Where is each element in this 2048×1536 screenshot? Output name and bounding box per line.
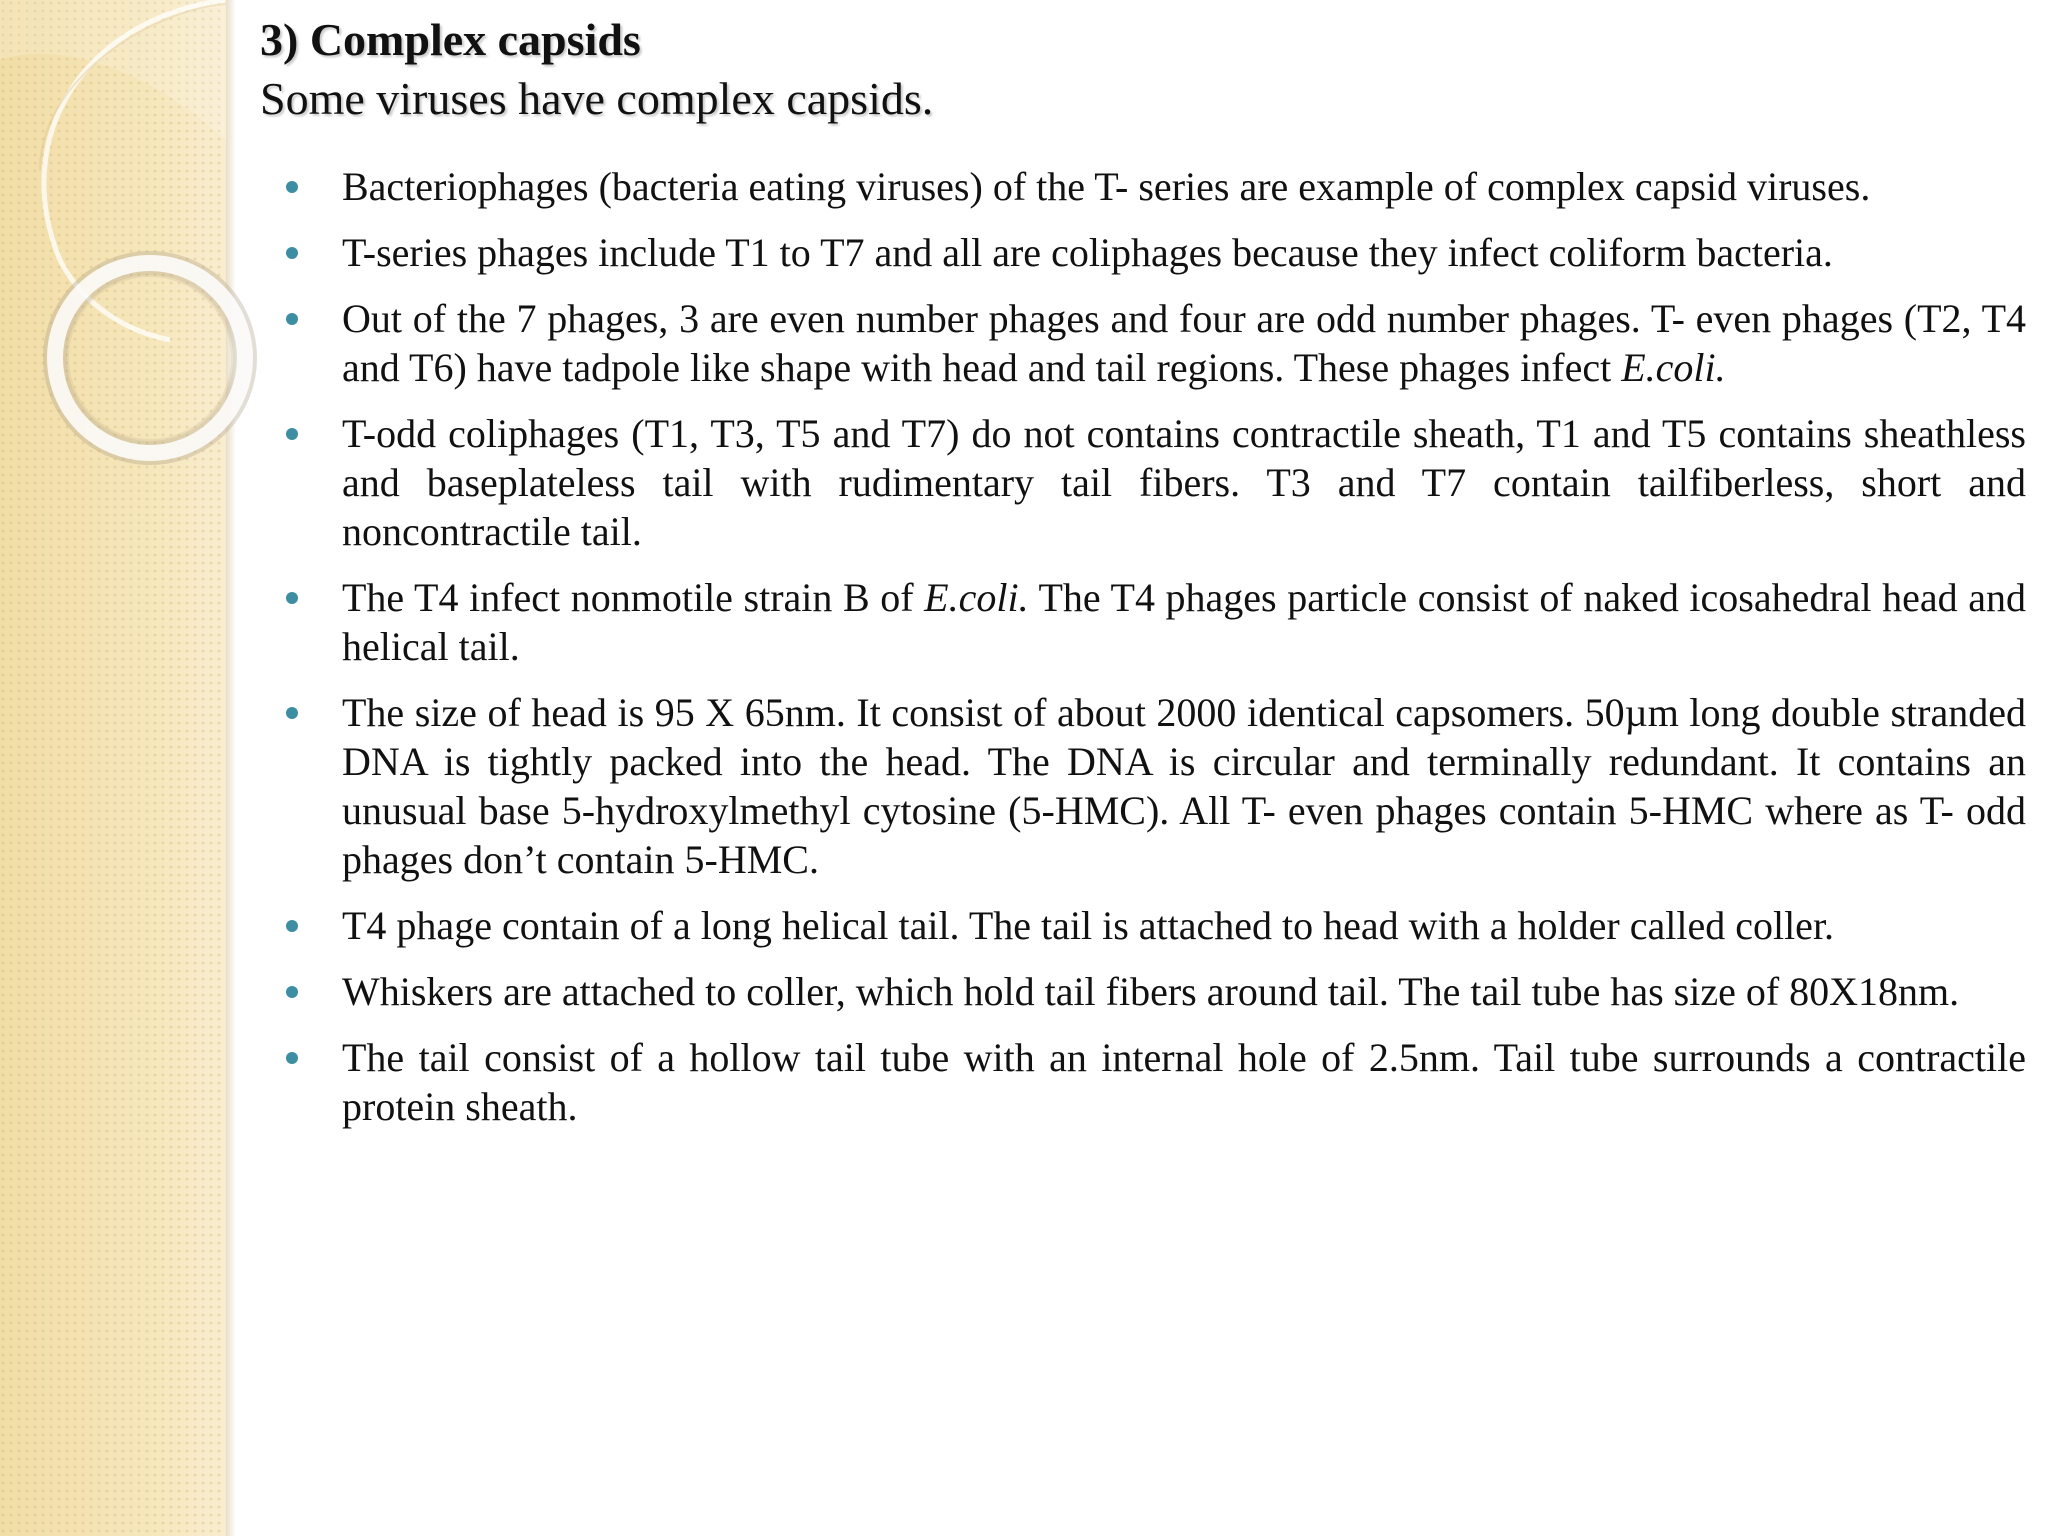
bullet-text: Out of the 7 phages, 3 are even number phages and four are odd number phages. T- even phages (T2, T4 and T6) have tadpole like shape with head and tail regions. These phages infect [342,296,2026,390]
bullet-text-tail: The T4 phages particle consist of naked icosahedral head and helical tail. [342,575,2026,669]
bullet-dot-icon [286,986,298,998]
bullet-list [282,162,2026,1148]
bullet-text: The tail consist of a hollow tail tube with an internal hole of 2.5nm. Tail tube surrounds a contractile protein sheath. [342,1035,2026,1129]
bullet-dot-icon [286,247,298,259]
bullet-item [282,228,2026,277]
bullet-dot-icon [286,428,298,440]
bullet-item [282,573,2026,671]
bullet-dot-icon [286,707,298,719]
species-name: E.coli. [924,575,1029,620]
slide-title: 3) Complex capsids [260,14,641,65]
bullet-item [282,901,2026,950]
bullet-item [282,967,2026,1016]
bullet-dot-icon [286,181,298,193]
bullet-text: The T4 infect nonmotile strain B of [342,575,925,620]
bullet-text: Whiskers are attached to coller, which hold tail fibers around tail. The tail tube has size of 80X18nm. [342,969,1960,1014]
bullet-dot-icon [286,1052,298,1064]
bullet-text: T-odd coliphages (T1, T3, T5 and T7) do not contains contractile sheath, T1 and T5 contains sheathless and baseplateless tail with rudimentary tail fibers. T3 and T7 contain tailfiberless, short and noncontractile tail. [342,411,2026,554]
bullet-item [282,409,2026,556]
bullet-dot-icon [286,592,298,604]
bullet-text: T4 phage contain of a long helical tail. The tail is attached to head with a holder called coller. [342,903,1835,948]
bullet-dot-icon [286,920,298,932]
bullet-item [282,294,2026,392]
side-band-edge [226,0,236,1536]
bullet-text: T-series phages include T1 to T7 and all are coliphages because they infect coliform bacteria. [342,230,1833,275]
bullet-item [282,688,2026,884]
bullet-text: Bacteriophages (bacteria eating viruses) of the T- series are example of complex capsid viruses. [342,164,1871,209]
species-name: E.coli. [1621,345,1726,390]
bullet-item [282,162,2026,211]
bullet-text: The size of head is 95 X 65nm. It consist of about 2000 identical capsomers. 50µm long double stranded DNA is tightly packed into the head. The DNA is circular and terminally redundant. It contains an unusual base 5-hydroxylmethyl cytosine (5-HMC). All T- even phages contain 5-HMC where as T- odd phages don’t contain 5-HMC. [342,690,2026,882]
bullet-item [282,1033,2026,1131]
title-block [260,12,2020,128]
decorative-side-band [0,0,226,1536]
bullet-dot-icon [286,313,298,325]
slide-subtitle: Some viruses have complex capsids. [260,73,934,124]
